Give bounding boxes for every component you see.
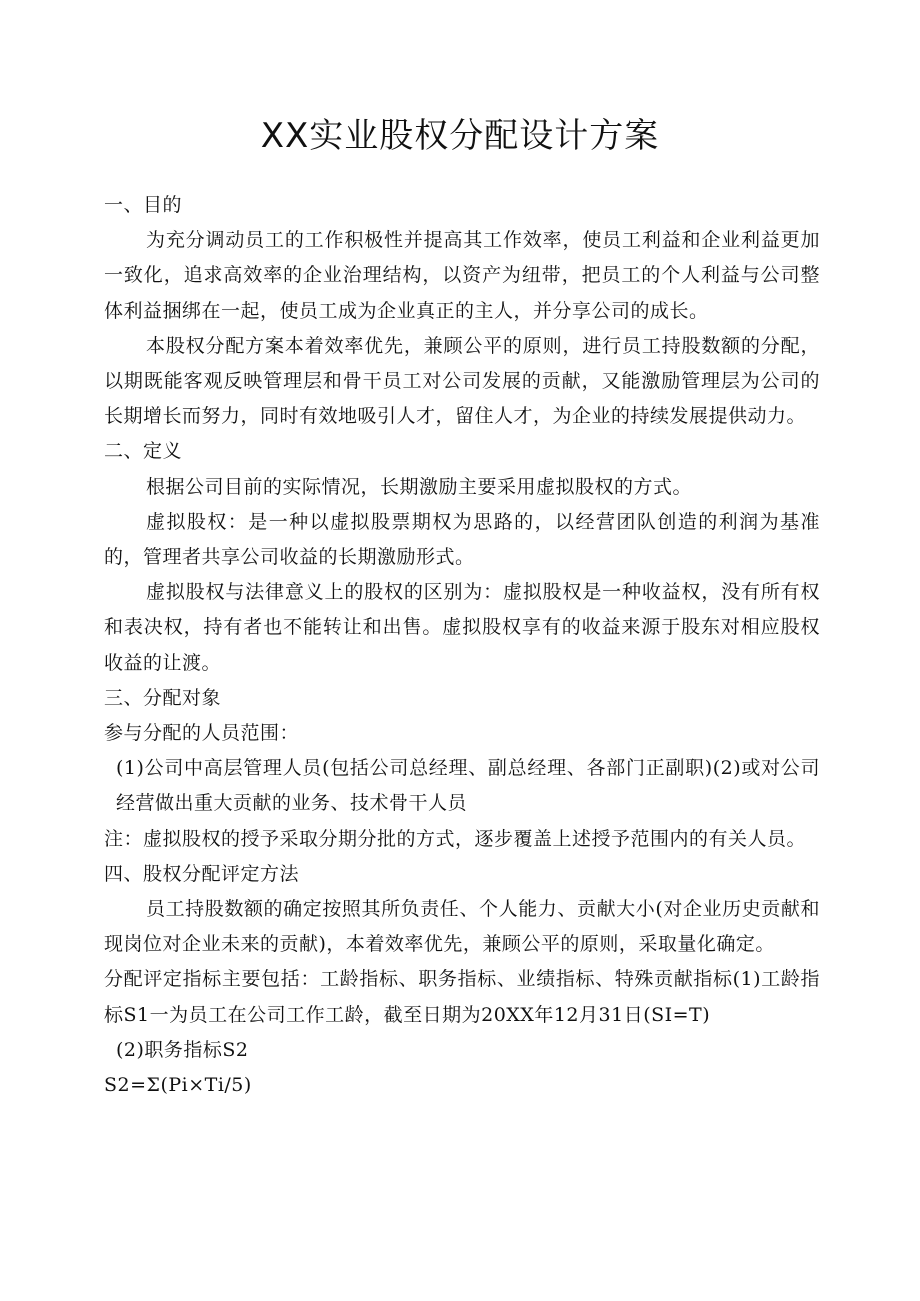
paragraph-method-1: 员工持股数额的确定按照其所负责任、个人能力、贡献大小(对企业历史贡献和现岗位对企业未来的贡献)，本着效率优先，兼顾公平的原则，采取量化确定。 bbox=[104, 898, 820, 956]
section-heading-purpose: 一、目的 bbox=[104, 194, 183, 216]
document-title: XX实业股权分配设计方案 bbox=[260, 116, 660, 156]
paragraph-purpose-2: 本股权分配方案本着效率优先，兼顾公平的原则，进行员工持股数额的分配，以期既能客观反映管理层和骨干员工对公司发展的贡献，又能激励管理层为公司的长期增长而努力，同时有效地吸引人才，留住人才，为企业的持续发展提供动力。 bbox=[104, 334, 820, 428]
paragraph-definition-3: 虚拟股权与法律意义上的股权的区别为：虚拟股权是一种收益权，没有所有权和表决权，持有者也不能转让和出售。虚拟股权享有的收益来源于股东对相应股权收益的让渡。 bbox=[104, 581, 820, 674]
paragraph-purpose-1: 为充分调动员工的工作积极性并提高其工作效率，使员工利益和企业利益更加一致化，追求高效率的企业治理结构，以资产为纽带，把员工的个人利益与公司整体利益捆绑在一起，使员工成为企业真正的主人，并分享公司的成长。 bbox=[104, 229, 820, 322]
formula-s2: S2=Σ(Pi×Ti/5) bbox=[104, 1074, 252, 1097]
paragraph-method-2: 分配评定指标主要包括：工龄指标、职务指标、业绩指标、特殊贡献指标(1)工龄指标S1一为员工在公司工作工龄，截至日期为20XX年12月31日(SI=T) bbox=[104, 968, 820, 1026]
paragraph-recipients-note: 注：虚拟股权的授予采取分期分批的方式，逐步覆盖上述授予范围内的有关人员。 bbox=[104, 827, 807, 850]
paragraph-recipients-scope: 参与分配的人员范围： bbox=[104, 722, 300, 745]
section-heading-method: 四、股权分配评定方法 bbox=[104, 862, 300, 885]
document-body bbox=[104, 188, 820, 1103]
section-heading-definition: 二、定义 bbox=[104, 440, 183, 463]
section-heading-recipients: 三、分配对象 bbox=[104, 686, 222, 709]
paragraph-definition-1: 根据公司目前的实际情况，长期激励主要采用虚拟股权的方式。 bbox=[146, 475, 693, 498]
list-item-position-indicator: (2)职务指标S2 bbox=[116, 1038, 249, 1061]
list-item-recipients: (1)公司中高层管理人员(包括公司总经理、副总经理、各部门正副职)(2)或对公司经营做出重大贡献的业务、技术骨干人员 bbox=[116, 757, 820, 815]
paragraph-definition-2: 虚拟股权：是一种以虚拟股票期权为思路的，以经营团队创造的利润为基准的，管理者共享公司收益的长期激励形式。 bbox=[104, 510, 820, 569]
